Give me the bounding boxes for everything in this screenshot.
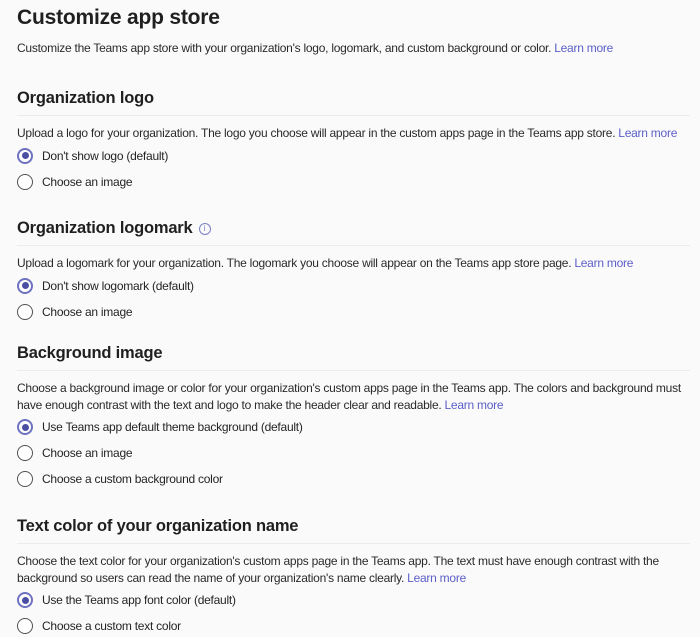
- text-color-description-text: Choose the text color for your organization's custom apps page in the Teams app. The text must have enough contrast with the background so users can read the name of your organization's name clearly.: [17, 554, 659, 585]
- organization-logomark-heading: [17, 218, 690, 238]
- page-header: [17, 5, 690, 57]
- radio-logo-choose-image[interactable]: [17, 174, 33, 190]
- section-divider: [17, 543, 690, 544]
- background-image-description: [17, 380, 690, 413]
- background-image-options: [17, 419, 690, 487]
- page-intro-text: Customize the Teams app store with your organization's logo, logomark, and custom background or color.: [17, 41, 552, 55]
- option-label: Choose a custom text color: [42, 619, 181, 633]
- radio-teams-font-color[interactable]: [17, 592, 33, 608]
- organization-logo-options: [17, 148, 690, 190]
- text-color-heading: [17, 516, 690, 536]
- option-background-choose-image[interactable]: [17, 445, 690, 461]
- option-logo-choose-image[interactable]: [17, 174, 690, 190]
- radio-background-choose-image[interactable]: [17, 445, 33, 461]
- organization-logo-heading: [17, 88, 690, 108]
- organization-logo-description-text: Upload a logo for your organization. The logo you choose will appear in the custom apps page in the Teams app store.: [17, 126, 616, 140]
- background-image-heading: [17, 343, 690, 363]
- option-default-theme-background[interactable]: [17, 419, 690, 435]
- organization-logo-description: [17, 125, 690, 142]
- info-icon-glyph: i: [203, 223, 206, 234]
- intro-learn-more-link[interactable]: Learn more: [554, 41, 614, 55]
- option-custom-text-color[interactable]: [17, 618, 690, 634]
- option-label: Choose an image: [42, 446, 133, 460]
- option-label: Choose a custom background color: [42, 472, 223, 486]
- radio-custom-text-color[interactable]: [17, 618, 33, 634]
- option-teams-font-color[interactable]: [17, 592, 690, 608]
- radio-dont-show-logo[interactable]: [17, 148, 33, 164]
- option-label: Don't show logo (default): [42, 148, 169, 163]
- option-custom-background-color[interactable]: [17, 471, 690, 487]
- option-dont-show-logomark[interactable]: [17, 278, 690, 294]
- organization-logo-heading-text: Organization logo: [17, 89, 154, 107]
- section-divider: [17, 245, 690, 246]
- section-organization-logo: [17, 88, 690, 190]
- section-divider: [17, 115, 690, 116]
- organization-logomark-description: [17, 255, 690, 272]
- organization-logo-learn-more-link[interactable]: Learn more: [618, 126, 678, 140]
- text-color-description: [17, 553, 690, 586]
- organization-logomark-options: [17, 278, 690, 320]
- organization-logomark-heading-text: Organization logomark: [17, 219, 193, 237]
- text-color-learn-more-link[interactable]: Learn more: [407, 570, 467, 585]
- radio-custom-background-color[interactable]: [17, 471, 33, 487]
- radio-default-theme-background[interactable]: [17, 419, 33, 435]
- text-color-heading-text: Text color of your organization name: [17, 517, 299, 535]
- option-label: Don't show logomark (default): [42, 278, 194, 293]
- option-label: Choose an image: [42, 174, 133, 189]
- info-icon[interactable]: [199, 223, 211, 235]
- section-background-image: [17, 343, 690, 487]
- section-organization-logomark: [17, 218, 690, 320]
- section-divider: [17, 370, 690, 371]
- background-image-learn-more-link[interactable]: Learn more: [444, 397, 504, 412]
- option-logomark-choose-image[interactable]: [17, 304, 690, 320]
- radio-dont-show-logomark[interactable]: [17, 278, 33, 294]
- option-label: Choose an image: [42, 304, 133, 319]
- text-color-options: [17, 592, 690, 634]
- section-text-color: [17, 516, 690, 634]
- option-label: Use the Teams app font color (default): [42, 593, 236, 607]
- option-dont-show-logo[interactable]: [17, 148, 690, 164]
- background-image-description-text: Choose a background image or color for your organization's custom apps page in the Teams app. The colors and background must have enough contrast with the text and logo to make the header clear and readable.: [17, 381, 681, 412]
- background-image-heading-text: Background image: [17, 344, 163, 362]
- radio-logomark-choose-image[interactable]: [17, 304, 33, 320]
- page-title: Customize app store: [17, 6, 220, 29]
- option-label: Use Teams app default theme background (default): [42, 420, 303, 434]
- page-intro: [17, 40, 690, 57]
- organization-logomark-description-text: Upload a logomark for your organization. The logomark you choose will appear on the Teams app store page.: [17, 256, 572, 270]
- organization-logomark-learn-more-link[interactable]: Learn more: [574, 256, 634, 270]
